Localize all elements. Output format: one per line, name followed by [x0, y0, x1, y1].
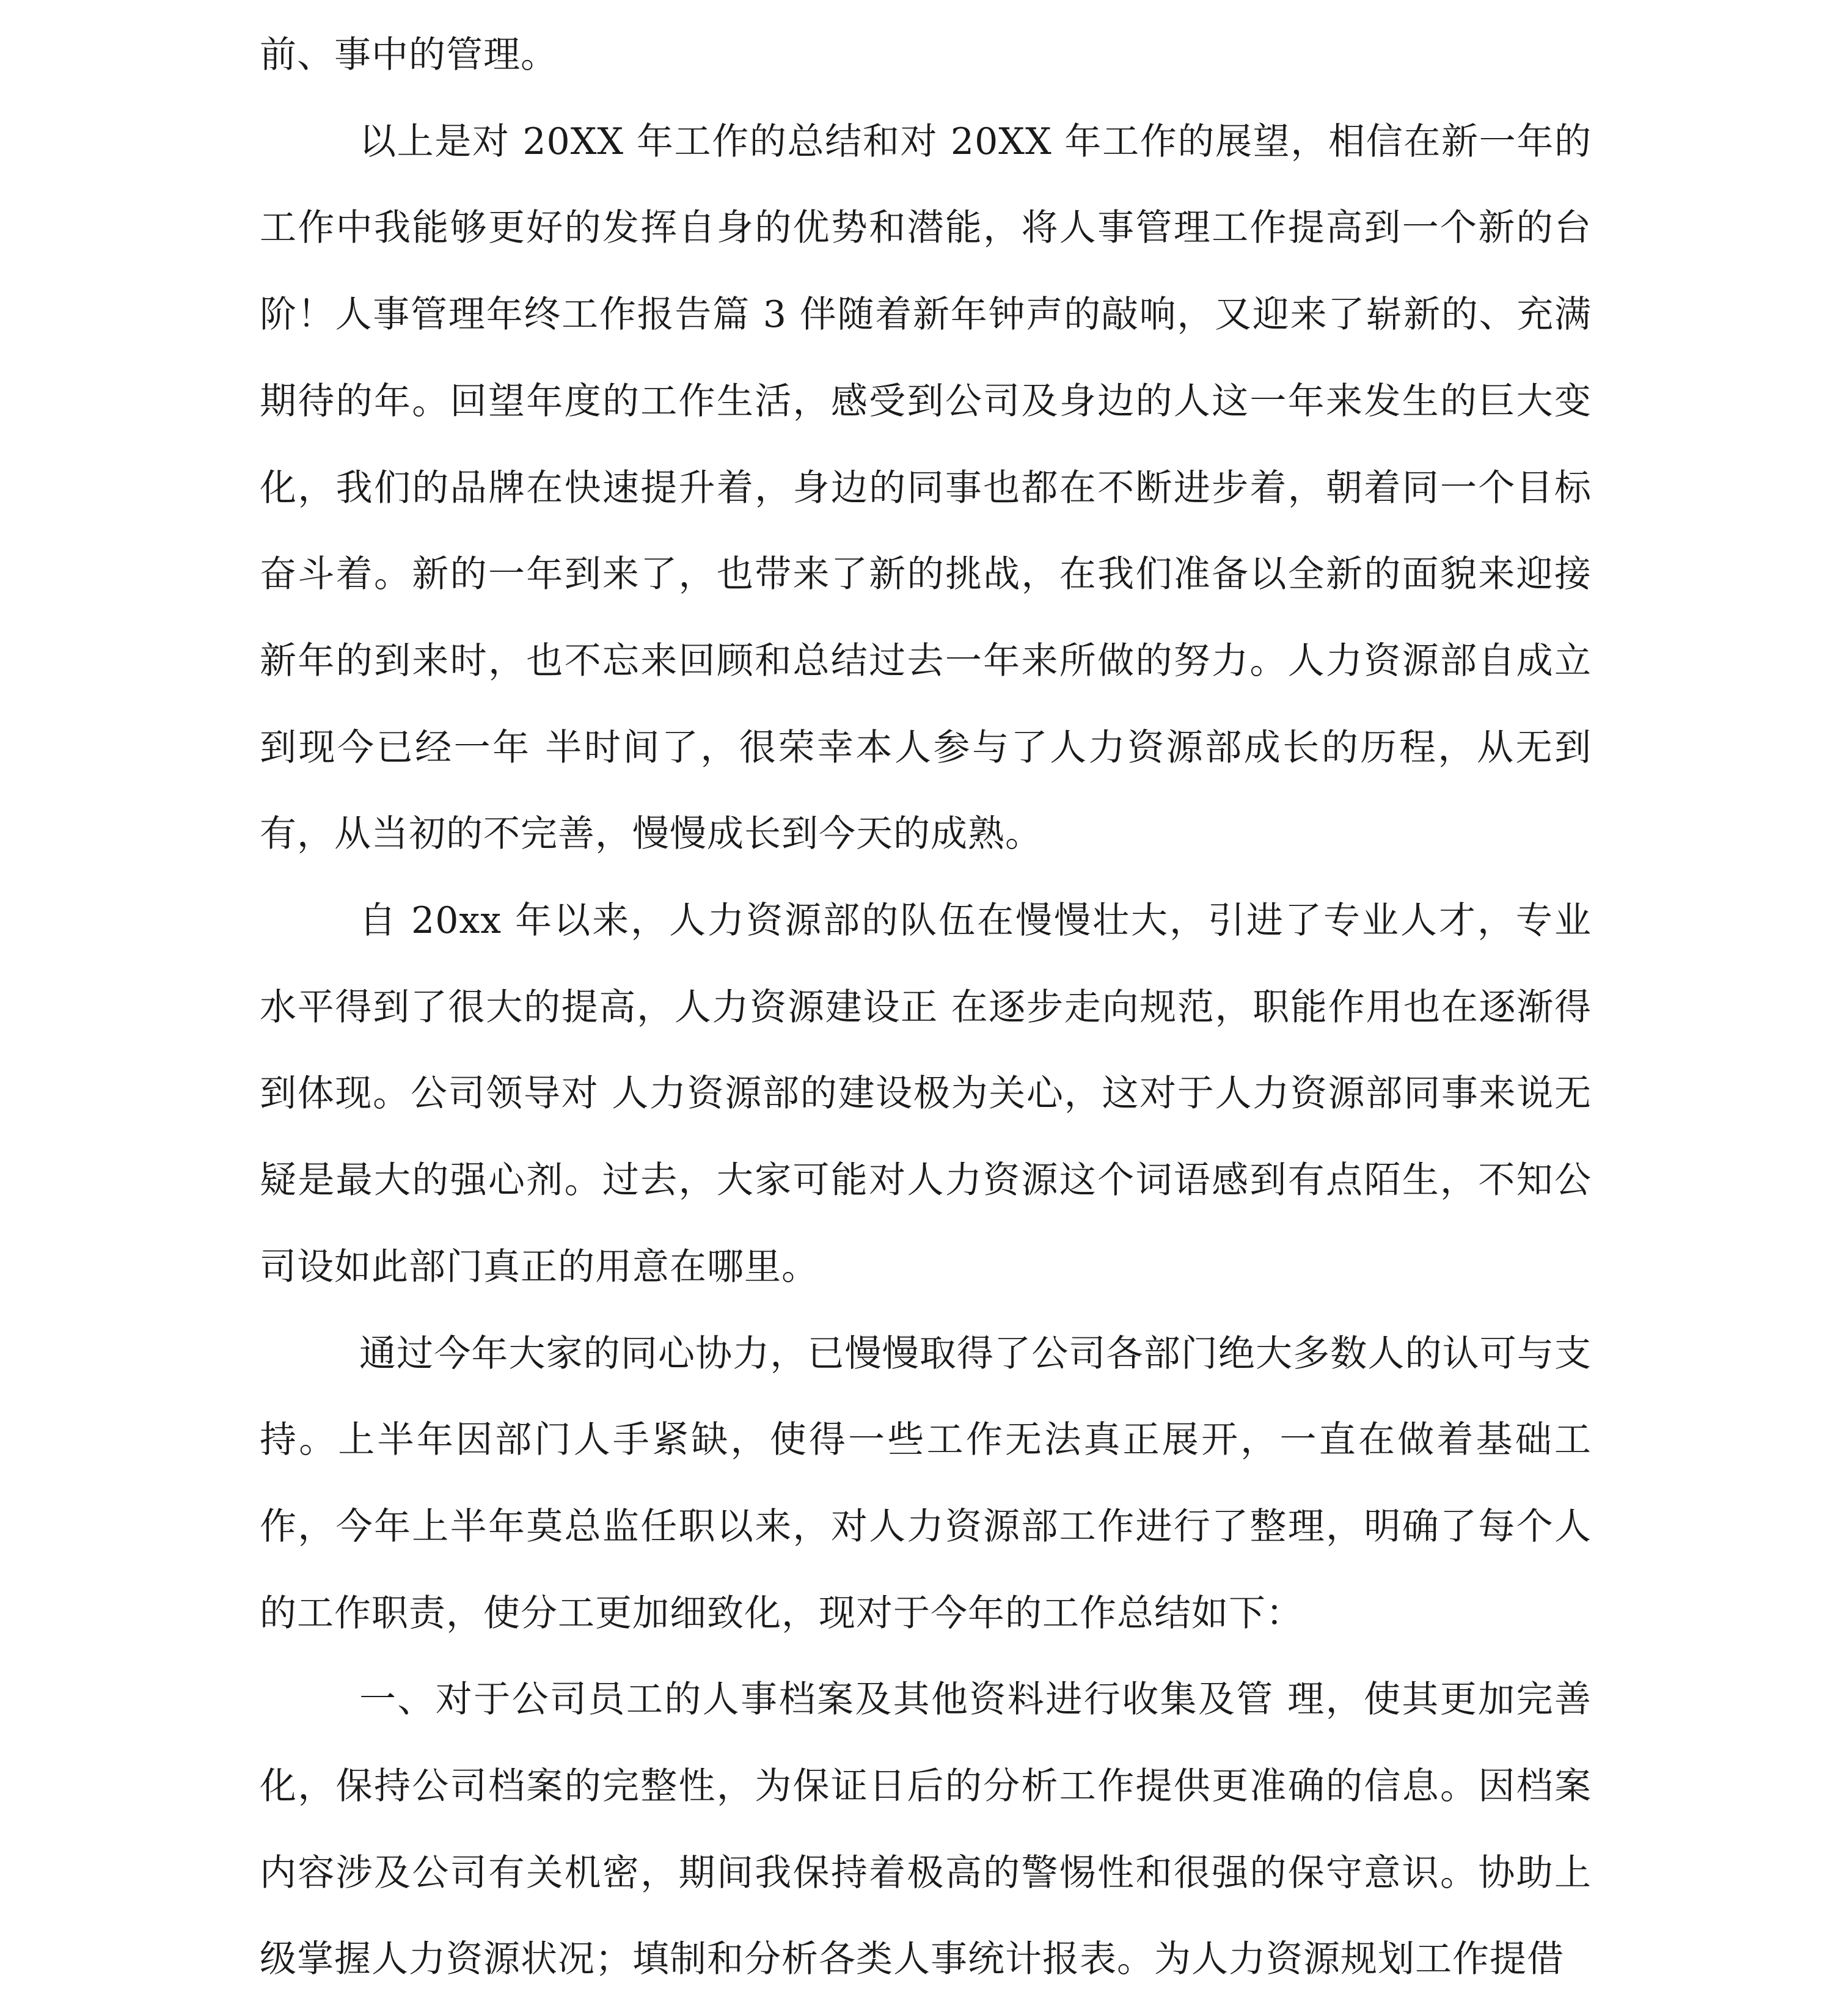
paragraph-4: 通过今年大家的同心协力，已慢慢取得了公司各部门绝大多数人的认可与支持。上半年因部门人手紧缺，使得一些工作无法真正展开，一直在做着基础工作，今年上半年莫总监任职以来，对人力资源部工作进行了整理，明确了每个人的工作职责，使分工更加细致化，现对于今年的工作总结如下：	[260, 1332, 1592, 1635]
paragraph-5: 一、对于公司员工的人事档案及其他资料进行收集及管 理，使其更加完善化，保持公司档案的完整性，为保证日后的分析工作提供更准确的信息。因档案内容涉及公司有关机密，期间我保持着极高的警惕性和很强的保守意识。协助上级掌握人力资源状况；填制和分析各类人事统计报表。为人力资源规划工作提借	[260, 1678, 1592, 1981]
paragraph-1: 前、事中的管理。	[260, 34, 558, 76]
document-body	[260, 12, 1592, 2003]
paragraph-2: 以上是对 20XX 年工作的总结和对 20XX 年工作的展望，相信在新一年的工作中我能够更好的发挥自身的优势和潜能，将人事管理工作提高到一个新的台阶！人事管理年终工作报告篇 3 伴随着新年钟声的敲响，又迎来了崭新的、充满期待的年。回望年度的工作生活，感受到公司及身边的人这一年来发生的巨大变化，我们的品牌在快速提升着，身边的同事也都在不断进步着，朝着同一个目标奋斗着。新的一年到来了，也带来了新的挑战，在我们准备以全新的面貌来迎接新年的到来时，也不忘来回顾和总结过去一年来所做的努力。人力资源部自成立到现今已经一年 半时间了，很荣幸本人参与了人力资源部成长的历程，从无到有，从当初的不完善，慢慢成长到今天的成熟。	[260, 120, 1592, 856]
paragraph-3: 自 20xx 年以来，人力资源部的队伍在慢慢壮大，引进了专业人才，专业水平得到了很大的提高，人力资源建设正 在逐步走向规范，职能作用也在逐渐得到体现。公司领导对 人力资源部的建设极为关心，这对于人力资源部同事来说无疑是最大的强心剂。过去，大家可能对人力资源这个词语感到有点陌生，不知公司设如此部门真正的用意在哪里。	[260, 899, 1592, 1288]
